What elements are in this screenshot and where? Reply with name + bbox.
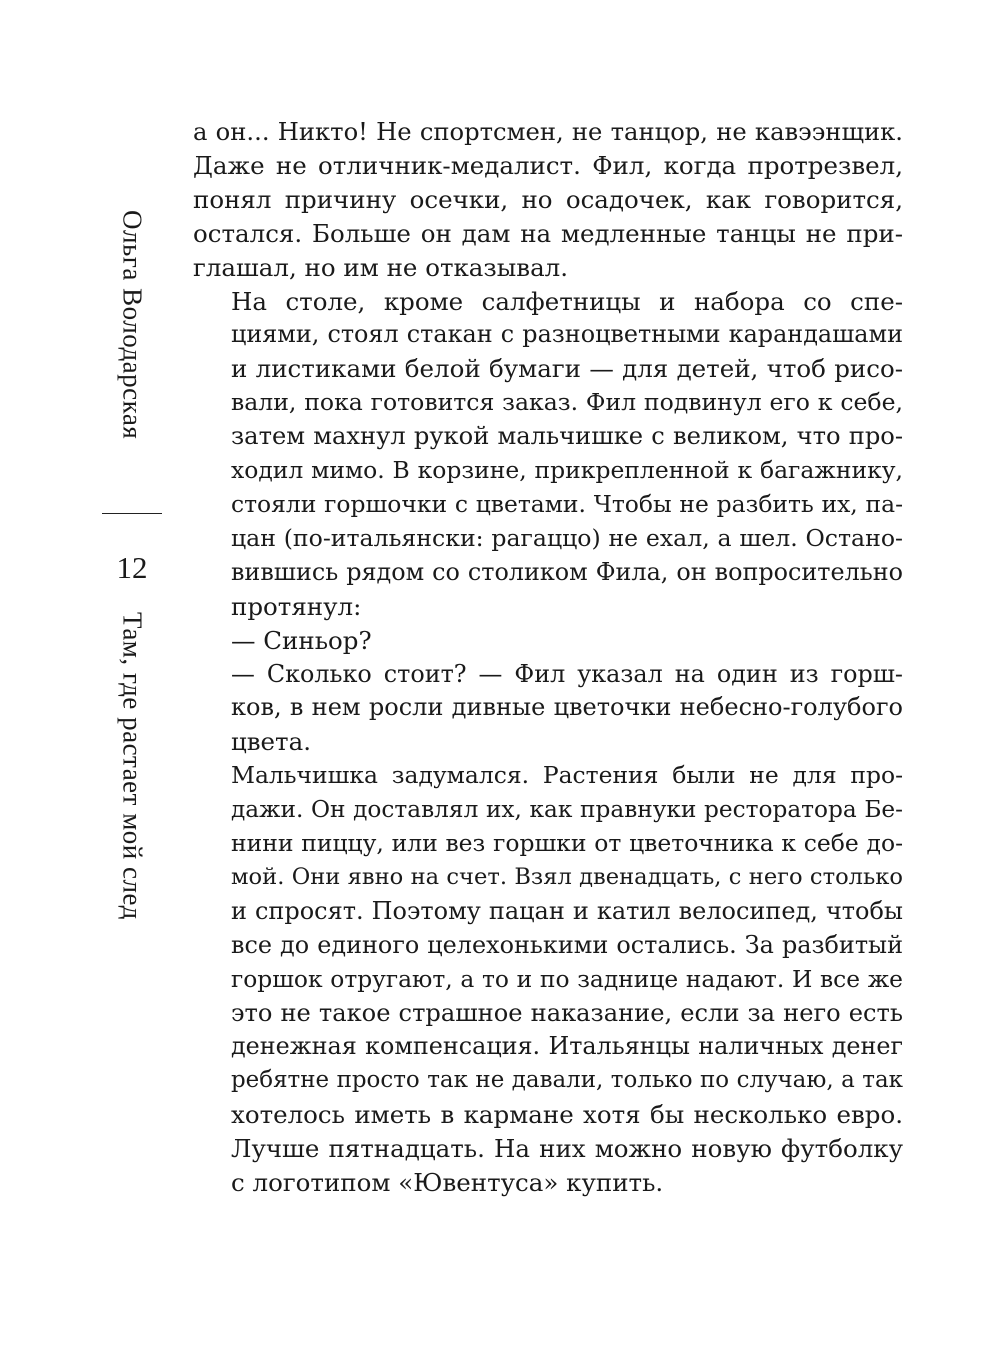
text-line: с логотипом «Ювентуса» купить. (231, 1168, 664, 1198)
paragraph (193, 658, 903, 760)
text-line: Даже не отличник-медалист. Фил, когда протрезвел, (193, 150, 903, 180)
text-line: а он... Никто! Не спортсмен, не танцор, не кавээнщик. (193, 117, 903, 146)
text-line: остался. Больше он дам на медленные танцы не при- (193, 218, 903, 248)
header-divider (102, 513, 162, 514)
text-line: ребятне просто так не давали, только по случаю, а так (231, 1067, 903, 1094)
page-number: 12 (116, 550, 148, 585)
text-line: цвета. (231, 727, 311, 757)
text-line: это не такое страшное наказание, если за него есть (231, 998, 903, 1027)
text-line: — Синьор? (231, 625, 372, 655)
text-line: все до единого целехонькими остались. За разбитый (231, 930, 903, 959)
text-line: Мальчишка задумался. Растения были не для про- (231, 761, 903, 790)
text-line: горшок отругают, а то и по заднице надают. И все же (231, 964, 903, 993)
text-line: На столе, кроме салфетницы и набора со спе- (231, 286, 903, 316)
text-line: вали, пока готовится заказ. Фил подвинул его к себе, (231, 388, 903, 417)
text-line: стояли горшочки с цветами. Чтобы не разбить их, па- (231, 489, 903, 518)
paragraph (193, 624, 903, 658)
text-line: ков, в нем росли дивные цветочки небесно-голубого (231, 693, 903, 722)
book-title: Там, где растает мой след (117, 612, 148, 920)
author-name: Ольга Володарская (117, 210, 148, 440)
text-line: — Сколько стоит? — Фил указал на один из горш- (231, 659, 903, 688)
text-line: цан (по-итальянски: рагаццо) не ехал, а шел. Остано- (231, 523, 903, 552)
text-line: и листиками белой бумаги — для детей, чтоб рисо- (231, 354, 903, 384)
text-line: глашал, но им не отказывал. (193, 252, 569, 282)
text-line: затем махнул рукой мальчишке с великом, что про- (231, 422, 903, 451)
text-line: понял причину осечки, но осадочек, как говорится, (193, 184, 903, 214)
paragraph (193, 115, 903, 285)
paragraph (193, 285, 903, 624)
text-line: и спросят. Поэтому пацан и катил велосипед, чтобы (231, 896, 903, 925)
text-line: нини пиццу, или вез горшки от цветочника к себе до- (231, 829, 903, 858)
text-line: ходил мимо. В корзине, прикрепленной к багажнику, (231, 456, 903, 485)
text-line: циями, стоял стакан с разноцветными карандашами (231, 320, 903, 349)
text-line: дажи. Он доставлял их, как правнуки ресторатора Бе- (231, 796, 903, 824)
text-line: вившись рядом со столиком Фила, он вопросительно (231, 557, 903, 586)
body-text (193, 115, 903, 1200)
text-line: мой. Они явно на счет. Взял двенадцать, с него столько (231, 863, 903, 890)
text-line: хотелось иметь в кармане хотя бы несколько евро. (231, 1100, 903, 1130)
paragraph (193, 759, 903, 1200)
text-line: денежная компенсация. Итальянцы наличных денег (231, 1032, 903, 1061)
text-line: Лучше пятнадцать. На них можно новую футболку (231, 1134, 903, 1164)
text-line: протянул: (231, 591, 362, 621)
running-header (96, 0, 166, 1346)
